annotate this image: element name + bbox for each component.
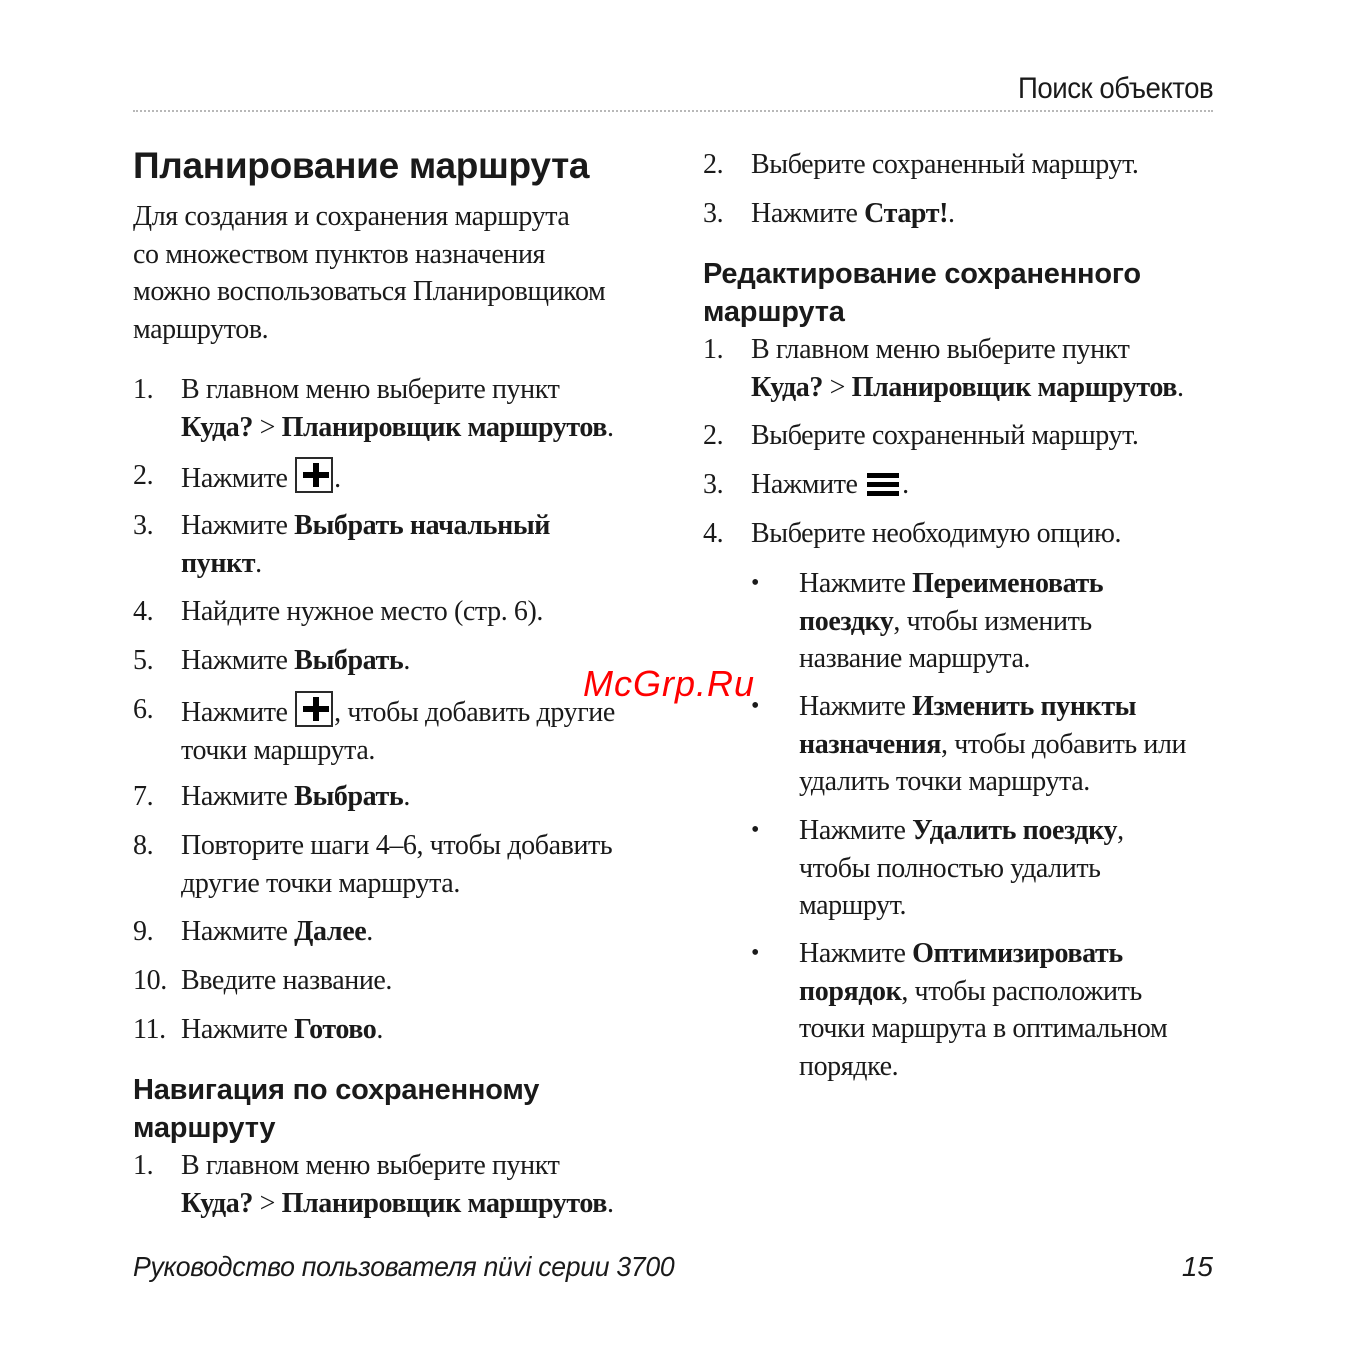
step-text: . xyxy=(606,1187,614,1219)
menu-path-route-planner: Планировщик маршрутов xyxy=(281,1187,607,1219)
step-text: В главном меню выберите пункт xyxy=(181,1150,560,1181)
step-text: , чтобы изменить xyxy=(893,605,1092,637)
step-text: . xyxy=(334,463,341,494)
option-label: Выбрать xyxy=(294,781,404,812)
intro-paragraph xyxy=(133,198,605,348)
step-text: . xyxy=(403,645,410,676)
step-text: > xyxy=(823,371,852,403)
step-text: Нажмите xyxy=(799,691,913,722)
step-text: Найдите нужное место (стр. 6). xyxy=(181,596,544,627)
bullet-icon: • xyxy=(751,570,760,596)
step-text: Нажмите xyxy=(751,469,865,500)
heading-line: маршрута xyxy=(703,296,845,328)
step-text: Нажмите xyxy=(181,510,295,541)
step-text: , чтобы расположить xyxy=(901,975,1142,1007)
step-text: . xyxy=(1176,371,1184,403)
menu-path-route-planner: Планировщик маршрутов xyxy=(281,411,607,443)
step-text: , чтобы добавить или xyxy=(941,728,1187,760)
step-text: удалить точки маршрута. xyxy=(799,766,1090,797)
step-text: порядке. xyxy=(799,1050,899,1082)
step-text: Нажмите xyxy=(181,781,295,812)
menu-path-route-planner: Планировщик маршрутов xyxy=(851,371,1177,403)
step-text: Нажмите xyxy=(181,1014,295,1045)
footer-title: Руководство пользователя nüvi серии 3700 xyxy=(133,1251,675,1282)
step-text: . xyxy=(948,198,955,229)
intro-line: маршрутов. xyxy=(133,313,269,345)
heading-line: маршруту xyxy=(133,1112,276,1144)
step-number: 2. xyxy=(703,149,724,180)
step-number: 4. xyxy=(133,596,154,627)
plus-icon xyxy=(295,691,333,727)
menu-path-where: Куда? xyxy=(751,371,824,403)
section-header: Поиск объектов xyxy=(1017,72,1213,105)
step-text: чтобы полностью удалить xyxy=(799,852,1101,884)
section-heading-navigation xyxy=(133,1071,539,1147)
option-label: поездку xyxy=(799,605,894,637)
option-label: Удалить поездку xyxy=(912,815,1118,846)
menu-path-where: Куда? xyxy=(181,411,254,443)
header-divider xyxy=(133,110,1213,112)
step-text: , чтобы добавить другие xyxy=(334,697,615,728)
step-text: другие точки маршрута. xyxy=(181,867,460,899)
step-text: Выберите необходимую опцию. xyxy=(751,518,1122,549)
step-text: Нажмите xyxy=(181,916,295,947)
menu-icon xyxy=(865,469,901,499)
step-number: 9. xyxy=(133,916,154,947)
section-heading-edit xyxy=(703,255,1141,331)
step-text: маршрут. xyxy=(799,890,907,921)
option-label: Далее xyxy=(294,916,367,947)
step-text: Выберите сохраненный маршрут. xyxy=(751,420,1139,451)
step-text: > xyxy=(253,411,282,443)
step-number: 1. xyxy=(133,374,154,405)
option-label: Выбрать начальный xyxy=(294,510,551,541)
step-text: Нажмите xyxy=(181,463,295,494)
option-label: Переименовать xyxy=(912,568,1104,599)
intro-line: можно воспользоваться Планировщиком xyxy=(133,276,606,307)
step-text: точки маршрута в оптимальном xyxy=(799,1013,1168,1044)
heading-line: Навигация по сохраненному xyxy=(133,1074,540,1106)
step-number: 10. xyxy=(133,965,167,996)
bullet-icon: • xyxy=(751,693,760,719)
step-number: 2. xyxy=(703,420,724,451)
step-number: 1. xyxy=(133,1150,154,1181)
option-label: Изменить пункты xyxy=(912,691,1137,722)
page-title: Планирование маршрута xyxy=(133,145,590,186)
step-text: , xyxy=(1117,815,1124,846)
step-text: . xyxy=(902,469,909,500)
step-text: Нажмите xyxy=(799,568,913,599)
option-label: Выбрать xyxy=(294,645,404,676)
step-text: название маршрута. xyxy=(799,643,1031,674)
option-label: назначения xyxy=(799,728,942,760)
step-number: 3. xyxy=(703,469,724,500)
step-number: 7. xyxy=(133,781,154,812)
intro-line: со множеством пунктов назначения xyxy=(133,238,546,270)
menu-path-where: Куда? xyxy=(181,1187,254,1219)
step-number: 8. xyxy=(133,830,154,861)
step-number: 4. xyxy=(703,518,724,549)
option-label: Готово xyxy=(294,1014,377,1045)
step-text: В главном меню выберите пункт xyxy=(181,374,560,405)
step-text: . xyxy=(255,547,262,579)
bullet-icon: • xyxy=(751,817,760,843)
step-text: Нажмите xyxy=(799,815,913,846)
option-label: пункт xyxy=(181,547,256,579)
step-text: В главном меню выберите пункт xyxy=(751,334,1130,365)
step-number: 2. xyxy=(133,460,154,491)
step-number: 3. xyxy=(133,510,154,541)
step-text: . xyxy=(606,411,614,443)
step-text: Выберите сохраненный маршрут. xyxy=(751,149,1139,180)
option-label: Старт! xyxy=(864,198,949,229)
heading-line: Редактирование сохраненного xyxy=(703,258,1141,290)
step-text: Нажмите xyxy=(799,938,913,969)
step-text: Повторите шаги 4–6, чтобы добавить xyxy=(181,830,613,861)
option-label: Оптимизировать xyxy=(912,938,1123,969)
step-text: Нажмите xyxy=(751,198,865,229)
step-text: Нажмите xyxy=(181,697,295,728)
step-text: . xyxy=(366,916,373,947)
watermark: McGrp.Ru xyxy=(583,663,756,704)
option-label: порядок xyxy=(799,975,902,1007)
step-text: . xyxy=(376,1014,383,1045)
intro-line: Для создания и сохранения маршрута xyxy=(133,201,570,232)
bullet-icon: • xyxy=(751,940,760,966)
step-number: 5. xyxy=(133,645,154,676)
step-number: 6. xyxy=(133,694,154,725)
step-text: Введите название. xyxy=(181,965,393,996)
step-text: . xyxy=(403,781,410,812)
step-text: точки маршрута. xyxy=(181,734,375,766)
page-number: 15 xyxy=(1181,1251,1213,1282)
step-text: Нажмите xyxy=(181,645,295,676)
step-number: 1. xyxy=(703,334,724,365)
step-text: > xyxy=(253,1187,282,1219)
plus-icon xyxy=(295,457,333,493)
step-number: 3. xyxy=(703,198,724,229)
step-number: 11. xyxy=(133,1014,166,1045)
